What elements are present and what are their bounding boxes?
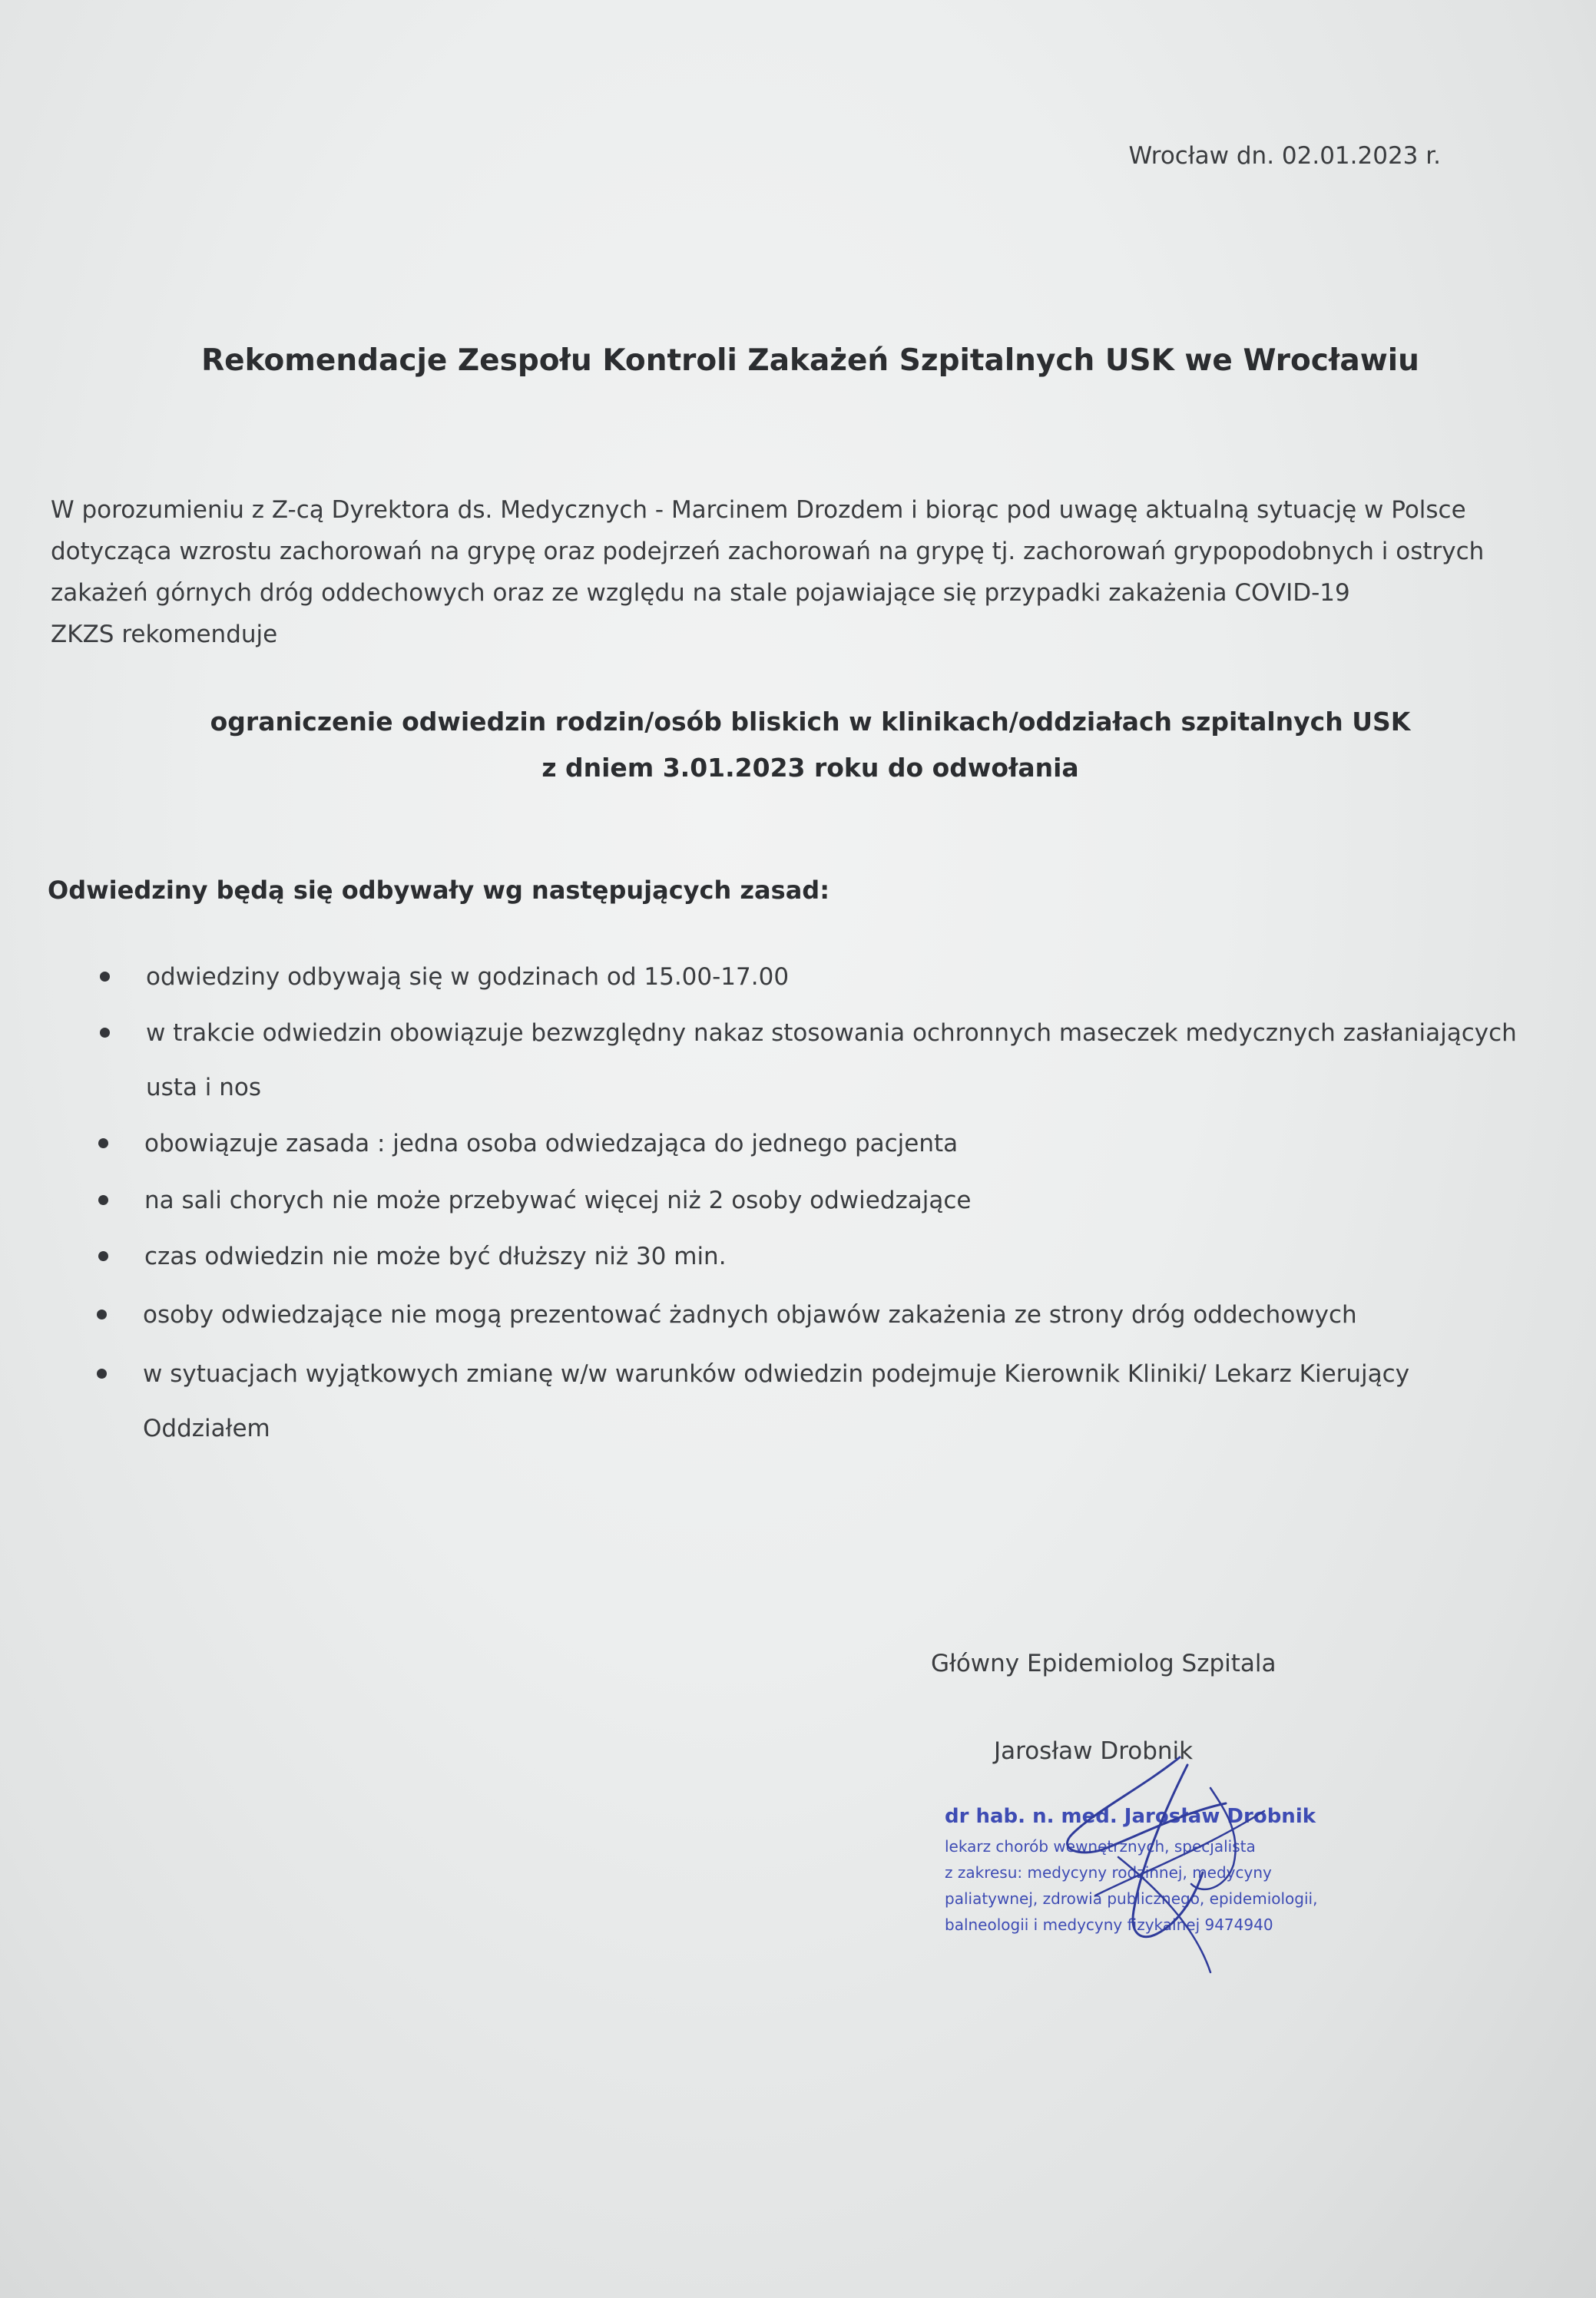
bullet-icon (98, 1195, 108, 1205)
bullet-icon (97, 1369, 107, 1379)
stamp-line: dr hab. n. med. Jarosław Drobnik (945, 1805, 1316, 1828)
stamp-line: balneologii i medycyny fizykalnej 9474940 (945, 1916, 1273, 1934)
bullet-icon (98, 1138, 108, 1148)
rule-text-continuation: Oddziałem (143, 1415, 270, 1442)
rule-item (146, 950, 789, 1005)
rule-item (144, 1174, 972, 1228)
rule-text: w sytuacjach wyjątkowych zmianę w/w warunków odwiedzin podejmuje Kierownik Kliniki/ Lekarz Kierujący (143, 1360, 1410, 1388)
rule-item (144, 1117, 958, 1171)
rule-text: czas odwiedzin nie może być dłuższy niż 30 min. (144, 1243, 727, 1270)
intro-line: zakażeń górnych dróg oddechowych oraz ze względu na stale pojawiające się przypadki zakażenia COVID-19 (51, 579, 1350, 607)
stamp-line: paliatywnej, zdrowia publicznego, epidemiologii, (945, 1889, 1318, 1908)
bullet-icon (97, 1310, 107, 1320)
stamp-line: z zakresu: medycyny rodzinnej, medycyny (945, 1863, 1272, 1882)
intro-line: dotycząca wzrostu zachorowań na grypę oraz podejrzeń zachorowań na grypę tj. zachorowań grypopodobnych i ostrych (51, 538, 1485, 565)
rule-item (143, 1347, 1409, 1456)
handwritten-signature (1049, 1742, 1295, 1988)
rule-item (146, 1006, 1517, 1115)
rule-text: obowiązuje zasada : jedna osoba odwiedzająca do jednego pacjenta (144, 1130, 959, 1157)
recommendation-highlight (0, 699, 1596, 791)
stamp-line: lekarz chorób wewnętrznych, specjalista (945, 1837, 1256, 1856)
rule-text: odwiedziny odbywają się w godzinach od 15.00-17.00 (146, 963, 790, 991)
bullet-icon (100, 1028, 110, 1038)
highlight-line: z dniem 3.01.2023 roku do odwołania (541, 753, 1079, 783)
intro-line: ZKZS rekomenduje (51, 621, 278, 648)
highlight-line: ograniczenie odwiedzin rodzin/osób bliskich w klinikach/oddziałach szpitalnych USK (210, 707, 1411, 737)
rule-item (144, 1230, 727, 1284)
rule-text-continuation: usta i nos (146, 1074, 262, 1101)
intro-line: W porozumieniu z Z-cą Dyrektora ds. Medycznych - Marcinem Drozdem i biorąc pod uwagę aktualną sytuację w Polsce (51, 496, 1466, 524)
rule-text: osoby odwiedzające nie mogą prezentować żadnych objawów zakażenia ze strony dróg oddechowych (143, 1301, 1357, 1329)
document-date: Wrocław dn. 02.01.2023 r. (1128, 142, 1441, 170)
signature-role: Główny Epidemiolog Szpitala (931, 1650, 1276, 1677)
rule-item (143, 1288, 1357, 1343)
bullet-icon (100, 972, 110, 982)
bullet-icon (98, 1251, 108, 1261)
signature-name: Jarosław Drobnik (994, 1737, 1194, 1765)
intro-paragraph (51, 489, 1556, 655)
document-title: Rekomendacje Zespołu Kontroli Zakażeń Szpitalnych USK we Wrocławiu (201, 343, 1419, 378)
rule-text: w trakcie odwiedzin obowiązuje bezwzględny nakaz stosowania ochronnych maseczek medycznych zasłaniających (146, 1019, 1517, 1047)
rule-text: na sali chorych nie może przebywać więcej niż 2 osoby odwiedzające (144, 1187, 972, 1214)
rules-heading: Odwiedziny będą się odbywały wg następujących zasad: (48, 876, 829, 905)
